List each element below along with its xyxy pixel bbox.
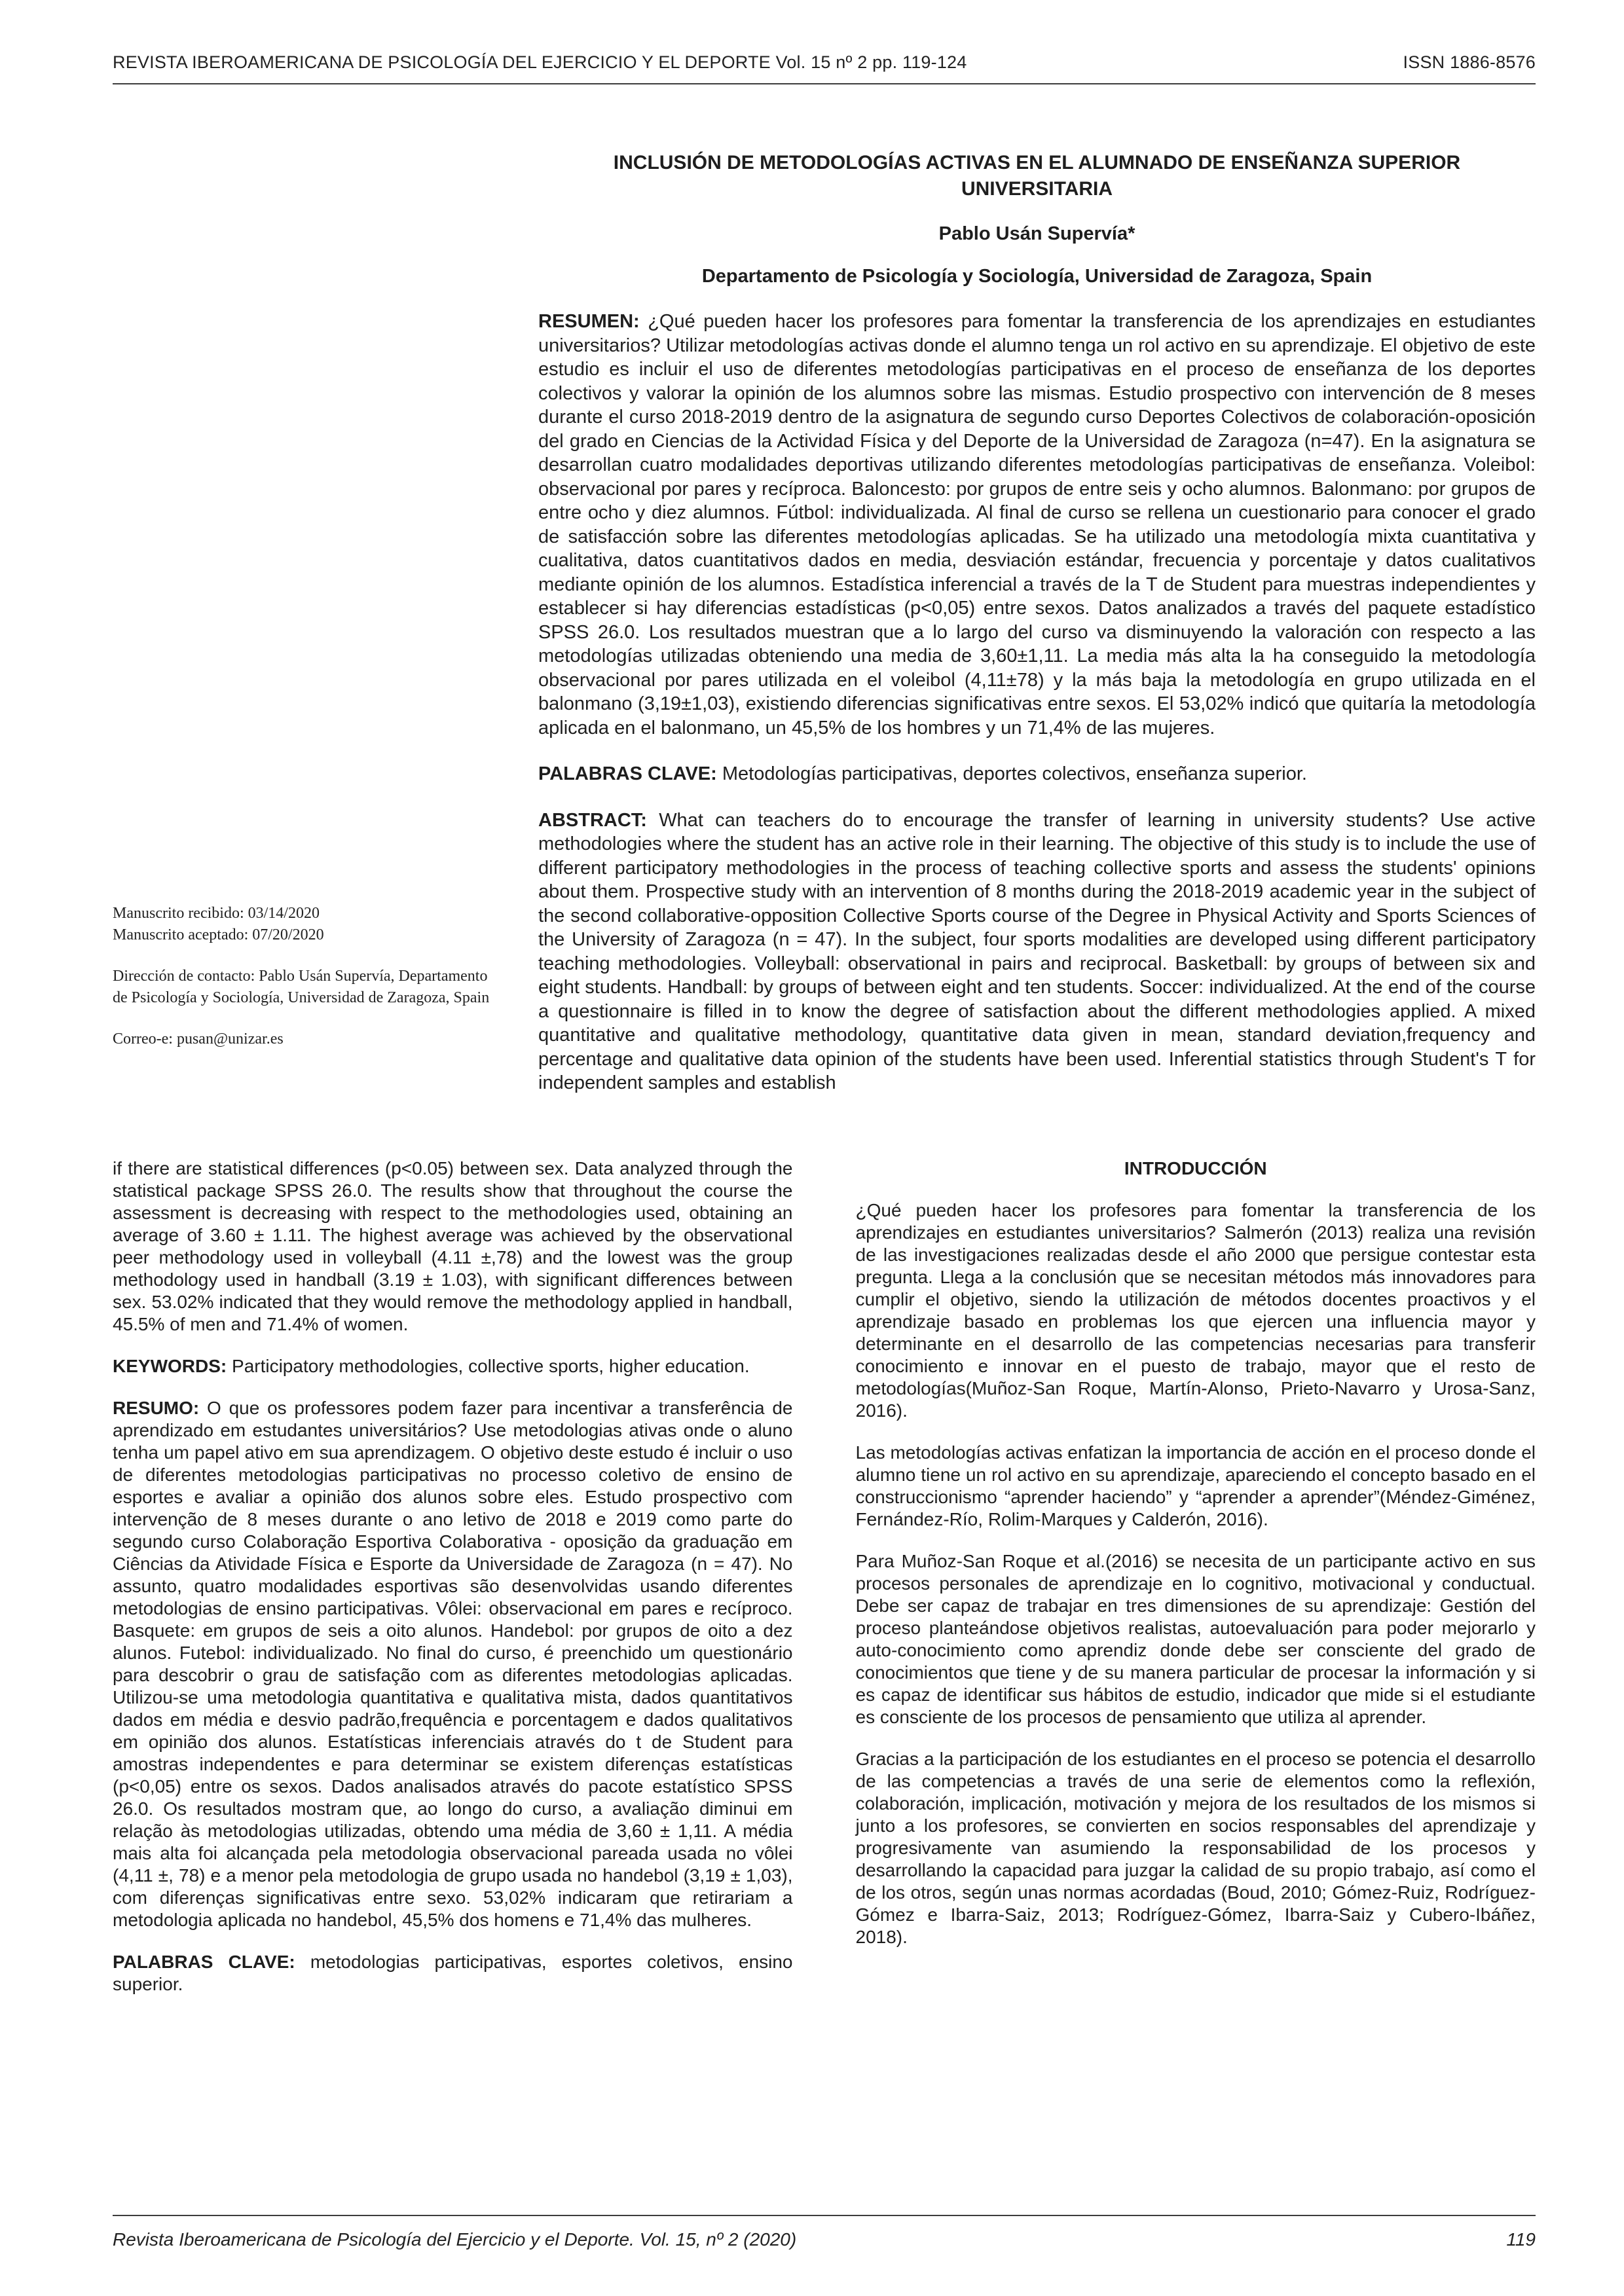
abstract-text: What can teachers do to encourage the transfer of learning in university students? Use active methodologies where the student has an active role in their learning. The objective of this study is to include the use of different participatory methodologies in the process of teaching collective sports and assess the students' opinions about them. Prospective study with an intervention of 8 months during the 2018-2019 academic year in the subject of the second collaborative-opposition Collective Sports course of the Degree in Physical Activity and Sports Sciences of the University of Zaragoza (n = 47). In the subject, four sports modalities are developed using different participatory teaching methodologies. Volleyball: observational in pairs and reciprocal. Basketball: by groups of between six and eight students. Handball: by groups of between eight and ten students. Soccer: individualized. At the end of the course a questionnaire is filled in to know the degree of satisfaction about the different methodologies applied. A mixed quantitative and qualitative methodology, quantitative data given in mean, standard deviation,frequency and percentage and qualitative data opinion of the students have been used. Inferential statistics through Student's T for independent samples and establish: [538, 809, 1536, 1093]
palabras-clave-pt-paragraph: [113, 1951, 793, 1995]
palabras-clave-pt-label: PALABRAS CLAVE:: [113, 1951, 295, 1972]
resumen-label: RESUMEN:: [538, 311, 640, 332]
article-author: Pablo Usán Supervía*: [938, 223, 1135, 244]
margin-notes: [113, 150, 538, 1095]
left-column: [113, 1157, 793, 2015]
palabras-clave-text: Metodologías participativas, deportes colectivos, enseñanza superior.: [722, 763, 1307, 784]
introduction-heading: INTRODUCCIÓN: [1124, 1157, 1267, 1178]
contact-email-text: Correo-e: pusan@unizar.es: [113, 1030, 284, 1048]
manuscript-dates: [113, 903, 492, 946]
contact-email: [113, 1029, 492, 1050]
introduction-paragraph-3: Para Muñoz-San Roque et al.(2016) se necesita de un participante activo en sus procesos personales de aprendizaje en lo cognitivo, motivacional y conductual. Debe ser capaz de trabajar en tres dimensiones de su aprendizaje: Gestión del proceso planteándose objetivos realistas, autoevaluación para poder mejorarlo y auto-conocimiento como aprendiz donde debe ser consciente del grado de conocimientos que tiene y de su manera particular de procesar la información y si es capaz de identificar sus hábitos de estudio, indicador que mide si el estudiante es consciente de los procesos de pensamiento que utiliza al aprender.: [855, 1550, 1536, 1727]
introduction-paragraph-2: Las metodologías activas enfatizan la importancia de acción en el proceso donde el alumno tiene un rol activo en su aprendizaje, apareciendo el concepto basado en el construccionismo “aprender haciendo” y “aprender a aprender”(Méndez-Giménez, Fernández-Río, Rolim-Marques y Calderón, 2016).: [855, 1442, 1536, 1529]
contact-address: [113, 966, 492, 1009]
article-title: INCLUSIÓN DE METODOLOGÍAS ACTIVAS EN EL ALUMNADO DE ENSEÑANZA SUPERIOR UNIVERSITARIA: [613, 152, 1461, 200]
abstracts-block: [538, 150, 1536, 1095]
abstract-paragraph: [538, 809, 1536, 1095]
resumo-paragraph: [113, 1397, 793, 1931]
introduction-paragraph-4: Gracias a la participación de los estudiantes en el proceso se potencia el desarrollo de las competencias a través de una serie de elementos como la reflexión, colaboración, implicación, motivación y mejora de los resultados de los mismos si junto a los profesores, se convierten en socios responsables del aprendizaje y progresivamente van asumiendo la responsabilidad de los procesos y desarrollando la capacidad para juzgar la calidad de su propio trabajo, así como el de los otros, según unas normas acordadas (Boud, 2010; Gómez-Ruiz, Rodríguez-Gómez e Ibarra-Saiz, 2013; Rodríguez-Gómez, Ibarra-Saiz y Cubero-Ibáñez, 2018).: [855, 1748, 1536, 1947]
contact-address-text: Dirección de contacto: Pablo Usán Supervía, Departamento de Psicología y Sociología, Universidad de Zaragoza, Spain: [113, 968, 490, 1006]
manuscript-received: Manuscrito recibido: 03/14/2020: [113, 905, 320, 922]
resumo-text: O que os professores podem fazer para incentivar a transferência de aprendizado em estudantes universitários? Use metodologias ativas onde o aluno tenha um papel ativo em sua aprendizagem. O objetivo deste estudo é incluir o uso de diferentes metodologias participativas no processo coletivo de ensino de esportes e avaliar a opinião dos alunos sobre eles. Estudo prospectivo com intervenção de 8 meses durante o ano letivo de 2018 e 2019 como parte do segundo curso Colaboração Esportiva Colaborativa - oposição da graduação em Ciências da Atividade Física e Esporte da Universidade de Zaragoza (n = 47). No assunto, quatro modalidades esportivas são desenvolvidas usando diferentes metodologias de ensino participativas. Vôlei: observacional em pares e recíproco. Basquete: em grupos de seis a oito alunos. Handebol: por grupos de oito a dez alunos. Futebol: individualizado. No final do curso, é preenchido um questionário para descobrir o grau de satisfação com as diferentes metodologias aplicadas. Utilizou-se uma metodologia quantitativa e qualitativa mista, dados quantitativos dados em média e desvio padrão,frequência e porcentagem e dados qualitativos em opinião dos alunos. Estatísticas inferenciais através do t de Student para amostras independentes e para determinar se existem diferenças estatísticas (p<0,05) entre os sexos. Dados analisados através do pacote estatístico SPSS 26.0. Os resultados mostram que, ao longo do curso, a avaliação diminui em relação às metodologias utilizadas, obtendo uma média de 3,60 ± 1,11. A média mais alta foi alcançada pela metodologia observacional pareada usada no vôlei (4,11 ±, 78) e a menor pela metodologia de grupo usada no handebol (3,19 ± 1,03), com diferenças significativas entre sexo. 53,02% indicaram que retirariam a metodologia aplicada no handebol, 45,5% dos homens e 71,4% das mulheres.: [113, 1397, 793, 1930]
journal-header: [113, 0, 1536, 84]
palabras-clave-label: PALABRAS CLAVE:: [538, 763, 717, 784]
article-affiliation: Departamento de Psicología y Sociología, Universidad de Zaragoza, Spain: [701, 266, 1373, 287]
abstract-label: ABSTRACT:: [538, 809, 647, 831]
right-column: [856, 1157, 1536, 2015]
resumo-label: RESUMO:: [113, 1397, 200, 1418]
resumen-paragraph: [538, 310, 1536, 740]
journal-header-issn: ISSN 1886-8576: [1403, 52, 1536, 72]
keywords-paragraph: [113, 1355, 793, 1377]
front-matter: [113, 150, 1536, 1095]
journal-header-citation: REVISTA IBEROAMERICANA DE PSICOLOGÍA DEL EJERCICIO Y EL DEPORTE Vol. 15 nº 2 pp. 119-124: [113, 52, 967, 72]
keywords-text: Participatory methodologies, collective sports, higher education.: [232, 1355, 750, 1376]
footer-journal-citation: Revista Iberoamericana de Psicología del Ejercicio y el Deporte. Vol. 15, nº 2 (2020): [113, 2229, 797, 2250]
resumen-text: ¿Qué pueden hacer los profesores para fomentar la transferencia de los aprendizajes en estudiantes universitarios? Utilizar metodologías activas donde el alumno tenga un rol activo en su aprendizaje. El objetivo de este estudio es incluir el uso de diferentes metodologías participativas en el proceso de enseñanza de los deportes colectivos y valorar la opinión de los alumnos sobre las mismas. Estudio prospectivo con intervención de 8 meses durante el curso 2018-2019 dentro de la asignatura de segundo curso Deportes Colectivos de colaboración-oposición del grado en Ciencias de la Actividad Física y del Deporte de la Universidad de Zaragoza (n=47). En la asignatura se desarrollan cuatro modalidades deportivas utilizando diferentes metodologías participativas de enseñanza. Voleibol: observacional por pares y recíproca. Baloncesto: por grupos de entre seis y ocho alumnos. Balonmano: por grupos de entre ocho y diez alumnos. Fútbol: individualizada. Al final de curso se rellena un cuestionario para conocer el grado de satisfacción sobre las diferentes metodologías aplicadas. Se ha utilizado una metodología mixta cuantitativa y cualitativa, datos cuantitativos dados en media, desviación estándar, frecuencia y porcentaje y datos cualitativos mediante opinión de los alumnos. Estadística inferencial a través de la T de Student para muestras independientes y establecer si hay diferencias estadísticas (p<0,05) entre sexos. Datos analizados a través del paquete estadístico SPSS 26.0. Los resultados muestran que a lo largo del curso va disminuyendo la valoración con respecto a las metodologías utilizadas obteniendo una media de 3,60±1,11. La media más alta la ha conseguido la metodología observacional por pares utilizada en el voleibol (4,11±78) y la más baja la metodología en grupo utilizada en el balonmano (3,19±1,03), existiendo diferencias significativas entre sexos. El 53,02% indicó que quitaría la metodología aplicada en el balonmano, un 45,5% de los hombres y un 71,4% de las mujeres.: [538, 311, 1536, 738]
manuscript-accepted: Manuscrito aceptado: 07/20/2020: [113, 926, 324, 943]
keywords-label: KEYWORDS:: [113, 1355, 227, 1376]
abstract-continuation: if there are statistical differences (p<0.05) between sex. Data analyzed through the statistical package SPSS 26.0. The results show that throughout the course the assessment is decreasing with respect to the methodologies used, obtaining an average of 3.60 ± 1.11. The highest average was achieved by the observational peer methodology used in volleyball (4.11 ±,78) and the lowest was the group methodology used in handball (3.19 ± 1.03), with significant differences between sex. 53.02% indicated that they would remove the methodology applied in handball, 45.5% of men and 71.4% of women.: [113, 1157, 793, 1334]
page-number: 119: [1506, 2229, 1536, 2250]
two-column-body: [113, 1157, 1536, 2015]
journal-footer: [113, 2215, 1536, 2250]
palabras-clave-pt-text: metodologias participativas, esportes coletivos, ensino superior.: [113, 1951, 793, 1994]
palabras-clave-paragraph: [538, 762, 1536, 786]
introduction-paragraph-1: ¿Qué pueden hacer los profesores para fomentar la transferencia de los aprendizajes en estudiantes universitarios? Salmerón (2013) realiza una revisión de las investigaciones realizadas desde el año 2000 que persigue contestar esta pregunta. Llega a la conclusión que se necesitan métodos más innovadores para cumplir el objetivo, siendo la utilización de métodos docentes proactivos y el aprendizaje basado en problemas los que ejercen una influencia mayor y determinante en el desarrollo de las competencias necesarias para transferir conocimiento e innovar en el puesto de trabajo, mayor que el resto de metodologías(Muñoz-San Roque, Martín-Alonso, Prieto-Navarro y Urosa-Sanz, 2016).: [855, 1199, 1536, 1421]
